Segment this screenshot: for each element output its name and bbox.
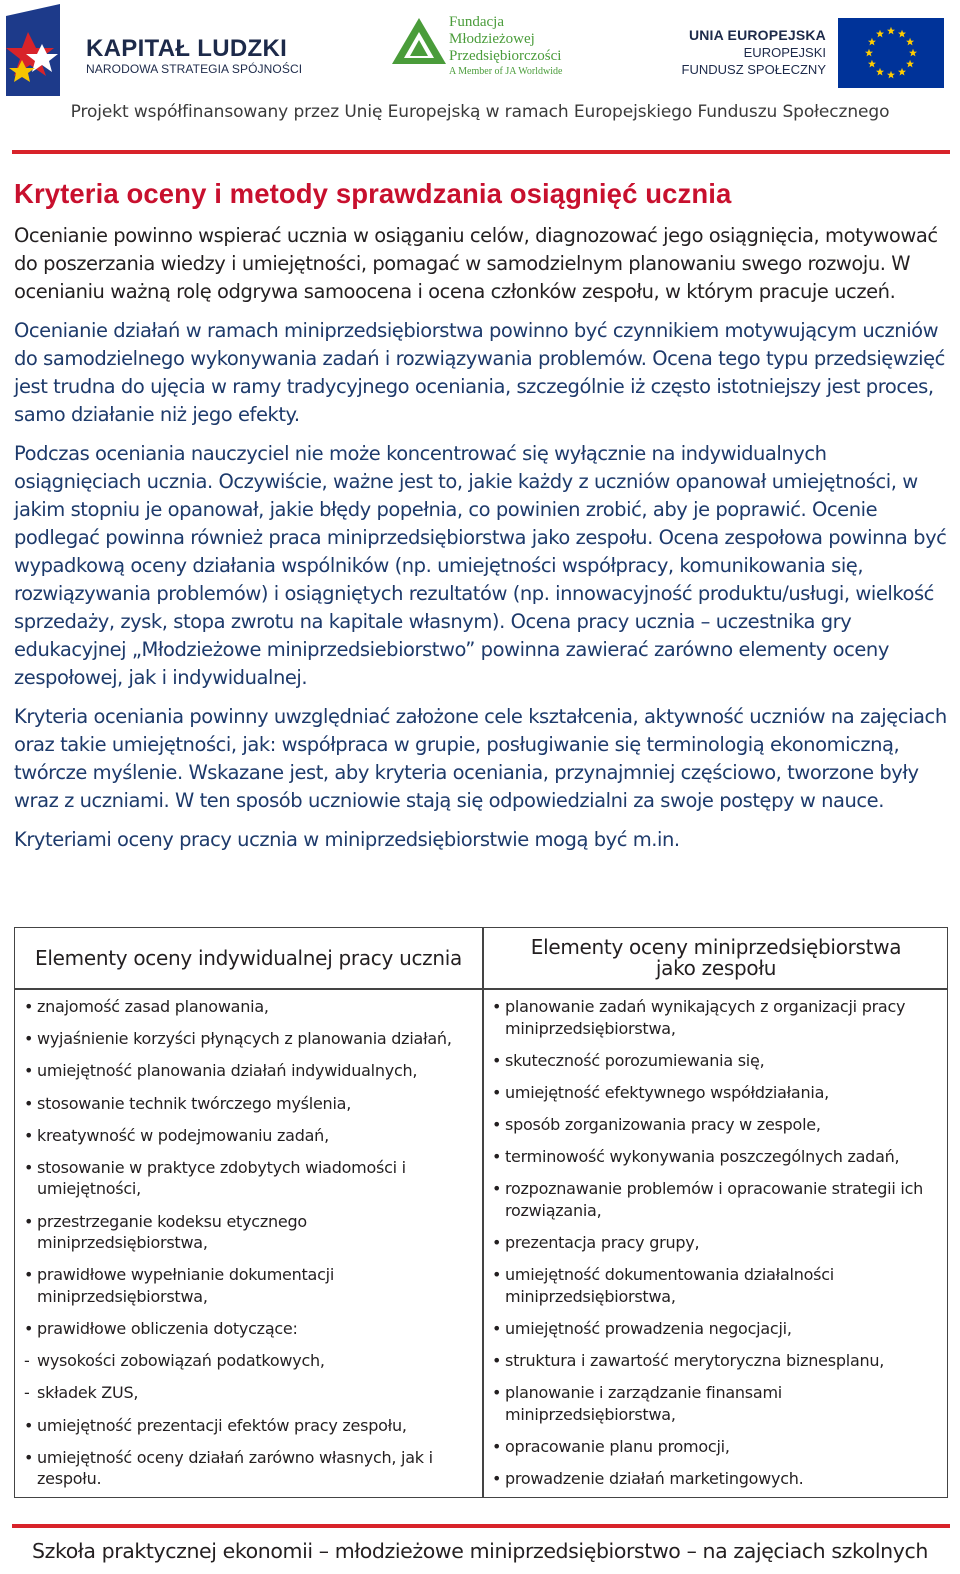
criteria-item: • umiejętność prowadzenia negocjacji, (491, 1318, 943, 1340)
paragraph-3: Podczas oceniania nauczyciel nie może koncentrować się wyłącznie na indywidualnych osiągnięciach ucznia. Oczywiście, ważne jest to, jakie każdy z uczniów opanował umiejętności, w jakim stopniu je opanował, jakie błędy popełnia, co powinien zrobić, aby je poprawić. Ocenie podlegać powinna również praca miniprzedsiębiorstwa jako zespołu. Ocena zespołowa powinna być wypadkową oceny działania wspólników (np. umiejętności współpracy, komunikowania się, rozwiązywania problemów) i osiągniętych rezultatów (np. innowacyjność produktu/usługi, wielkość sprzedaży, zysk, stopa zwrotu na kapitale własnym). Ocena pracy ucznia – uczestnika gry edukacyjnej „Młodzieżowe miniprzedsiebiorstwo” powinna zawierać zarówno elementy oceny zespołowej, jak i indywidualnej. (14, 442, 947, 689)
team-criteria-list (491, 996, 943, 1500)
criteria-item: • umiejętność dokumentowania działalności miniprzedsiębiorstwa, (491, 1264, 943, 1307)
criteria-item: • skuteczność porozumiewania się, (491, 1050, 943, 1072)
column-divider (482, 928, 484, 1497)
criteria-item: • znajomość zasad planowania, (23, 996, 475, 1018)
criteria-item: • umiejętność efektywnego współdziałania, (491, 1082, 943, 1104)
team-criteria-header-text: Elementy oceny miniprzedsiębiorstwa jako zespołu (530, 935, 902, 980)
individual-criteria-header: Elementy oceny indywidualnej pracy ucznia (35, 945, 462, 970)
fundacja-line-3: Przedsiębiorczości (449, 48, 562, 64)
eu-line-3: FUNDUSZ SPOŁECZNY (681, 62, 826, 77)
kapital-ludzki-star-logo (6, 4, 82, 96)
criteria-item: • opracowanie planu promocji, (491, 1436, 943, 1458)
page-footer: Szkoła praktycznej ekonomii – młodzieżowe miniprzedsiębiorstwo – na zajęciach szkolnych (32, 1539, 928, 1563)
criteria-item: - wysokości zobowiązań podatkowych, (23, 1350, 475, 1372)
fmp-triangle-logo (390, 16, 448, 66)
criteria-item: • stosowanie w praktyce zdobytych wiadomości i umiejętności, (23, 1157, 475, 1200)
paragraph-1: Ocenianie powinno wspierać ucznia w osiąganiu celów, diagnozować jego osiągnięcia, motywować do poszerzania wiedzy i umiejętności, pomagać w samodzielnym planowaniu swego rozwoju. W ocenianiu ważną rolę odgrywa samoocena i ocena członków zespołu, w którym pracuje uczeń. (14, 224, 938, 303)
fundacja-wordmark (449, 14, 562, 79)
body-text (14, 222, 950, 865)
page-header (0, 0, 960, 122)
criteria-item: • sposób zorganizowania pracy w zespole, (491, 1114, 943, 1136)
paragraph-2: Ocenianie działań w ramach miniprzedsiębiorstwa powinno być czynnikiem motywującym uczniów do samodzielnego wykonywania zadań i rozwiązywania problemów. Ocena tego typu przedsięwzięć jest trudna do ujęcia w ramy tradycyjnego oceniania, szczególnie iż często istotniejszy jest proces, samo działanie niż jego efekty. (14, 319, 945, 426)
criteria-item: • terminowość wykonywania poszczególnych zadań, (491, 1146, 943, 1168)
individual-criteria-list (23, 996, 475, 1500)
criteria-item: - składek ZUS, (23, 1382, 475, 1404)
team-criteria-header (483, 928, 949, 988)
cofinancing-note: Projekt współfinansowany przez Unię Europejską w ramach Europejskiego Funduszu Społecznego (70, 102, 890, 122)
kapital-ludzki-title: KAPITAŁ LUDZKI (86, 35, 288, 62)
criteria-item: • przestrzeganie kodeksu etycznego miniprzedsiębiorstwa, (23, 1211, 475, 1254)
criteria-item: • kreatywność w podejmowaniu zadań, (23, 1125, 475, 1147)
criteria-item: • wyjaśnienie korzyści płynących z planowania działań, (23, 1028, 475, 1050)
criteria-item: • prawidłowe obliczenia dotyczące: (23, 1318, 475, 1340)
header-divider (15, 988, 947, 990)
criteria-table (14, 927, 948, 1498)
fundacja-line-2: Młodzieżowej (449, 31, 535, 47)
criteria-item: • planowanie i zarządzanie finansami miniprzedsiębiorstwa, (491, 1382, 943, 1425)
eu-wordmark (682, 26, 826, 78)
fundacja-tagline: A Member of JA Worldwide (449, 66, 563, 77)
eu-line-2: EUROPEJSKI (743, 45, 826, 60)
paragraph-5: Kryteriami oceny pracy ucznia w miniprzedsiębiorstwie mogą być m.in. (14, 828, 680, 851)
criteria-item: • umiejętność prezentacji efektów pracy zespołu, (23, 1415, 475, 1437)
criteria-item: • umiejętność planowania działań indywidualnych, (23, 1060, 475, 1082)
kapital-ludzki-subtitle: NARODOWA STRATEGIA SPÓJNOŚCI (86, 62, 303, 76)
eu-flag-icon (838, 18, 944, 88)
criteria-item: • struktura i zawartość merytoryczna biznesplanu, (491, 1350, 943, 1372)
kapital-ludzki-wordmark (86, 36, 302, 76)
criteria-item: • planowanie zadań wynikających z organizacji pracy miniprzedsiębiorstwa, (491, 996, 943, 1039)
criteria-item: • prawidłowe wypełnianie dokumentacji miniprzedsiębiorstwa, (23, 1264, 475, 1307)
criteria-item: • stosowanie technik twórczego myślenia, (23, 1093, 475, 1115)
criteria-item: • prowadzenie działań marketingowych. (491, 1468, 943, 1490)
criteria-item: • umiejętność oceny działań zarówno własnych, jak i zespołu. (23, 1447, 475, 1490)
criteria-item: • rozpoznawanie problemów i opracowanie strategii ich rozwiązania, (491, 1178, 943, 1221)
eu-title: UNIA EUROPEJSKA (688, 27, 826, 43)
bottom-divider (12, 1524, 950, 1528)
paragraph-4: Kryteria oceniania powinny uwzględniać założone cele kształcenia, aktywność uczniów na zajęciach oraz takie umiejętności, jak: współpraca w grupie, posługiwanie się terminologią ekonomiczną, twórcze myślenie. Wskazane jest, aby kryteria oceniania, przynajmniej częściowo, tworzone były wraz z uczniami. W ten sposób uczniowie stają się odpowiedzialni za swoje postępy w nauce. (14, 705, 947, 812)
criteria-item: • prezentacja pracy grupy, (491, 1232, 943, 1254)
page-title: Kryteria oceny i metody sprawdzania osiągnięć ucznia (14, 178, 732, 209)
fundacja-line-1: Fundacja (449, 14, 504, 30)
top-divider (12, 150, 950, 154)
